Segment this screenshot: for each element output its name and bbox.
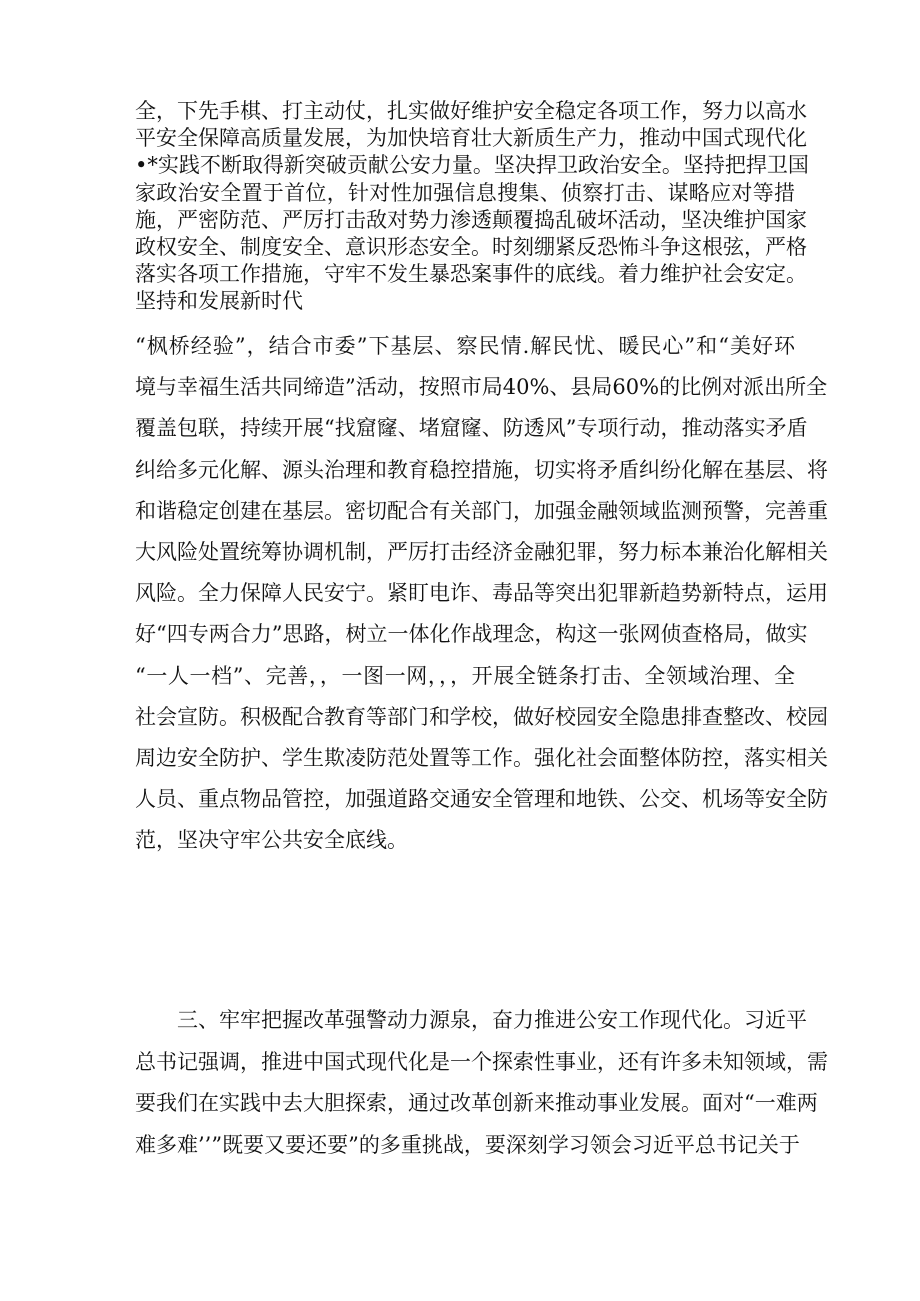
- text-line: 全，下先手棋、打主动仗，扎实做好维护安全稳定各项工作，努力以高水: [135, 99, 807, 123]
- text-line: 风险。全力保障人民安宁。紧盯电诈、毒品等突出犯罪新趋势新特点，运用: [135, 581, 828, 606]
- text-line: 纠给多元化解、源头治理和教育稳控措施，切实将矛盾纠纷化解在基层、将: [135, 457, 828, 482]
- text-line: 和谐稳定创建在基层。密切配合有关部门，加强金融领域监测预警，完善重: [135, 498, 828, 523]
- text-line: 要我们在实践中去大胆探索，通过改革创新来推动事业发展。面对“一难两: [135, 1091, 818, 1115]
- paragraph-2: [135, 326, 828, 862]
- text-line: 落实各项工作措施，守牢不发生暴恐案事件的底线。着力维护社会安定。: [135, 262, 807, 287]
- text-line: •*实践不断取得新突破贡献公安力量。坚决捍卫政治安全。坚持把捍卫国: [135, 153, 809, 178]
- text-line: 覆盖包联，持续开展“找窟窿、堵窟窿、防透风”专项行动，推动落实矛盾: [135, 416, 808, 441]
- paragraph-3: [135, 1000, 828, 1166]
- text-line: 境与幸福生活共同缔造”活动，按照市局40%、县局60%的比例对派出所全: [135, 375, 828, 400]
- text-line: 施，严密防范、严厉打击敌对势力渗透颠覆捣乱破坏活动，坚决维护国家: [135, 207, 807, 232]
- text-line: 好“四专两合力”思路，树立一体化作战理念，构这一张网侦查格局，做实: [135, 622, 808, 647]
- text-line: 政权安全、制度安全、意识形态安全。时刻绷紧反恐怖斗争这根弦，严格: [135, 235, 807, 260]
- text-line: 坚持和发展新时代: [135, 289, 303, 314]
- section-heading-line: 三、牢牢把握改革强警动力源泉，奋力推进公安工作现代化。习近平: [177, 1008, 807, 1032]
- text-line: 家政治安全置于首位，针对性加强信息搜集、侦察打击、谋略应对等措: [135, 180, 795, 205]
- text-line: 周边安全防护、学生欺凌防范处置等工作。强化社会面整体防控，落实相关: [135, 746, 828, 771]
- text-line: 难多难’’”既要又要还要”的多重挑战，要深刻学习领会习近平总书记关于: [135, 1132, 800, 1157]
- text-line: 平安全保障高质量发展，为加快培育壮大新质生产力，推动中国式现代化: [135, 126, 807, 151]
- text-line: 大风险处置统筹协调机制，严厉打击经济金融犯罪，努力标本兼治化解相关: [135, 540, 828, 565]
- text-line: 社会宣防。积极配合教育等部门和学校，做好校园安全隐患排查整改、校园: [135, 704, 828, 729]
- text-line: “一人一档”、完善，，一图一网，，，开展全链条打击、全领域治理、全: [135, 663, 795, 688]
- text-line: “枫桥经验”，结合市委”下基层、察民情.解民忧、暖民心”和“美好环: [135, 334, 795, 358]
- text-line: 总书记强调，推进中国式现代化是一个探索性事业，还有许多未知领域，需: [135, 1049, 828, 1074]
- text-line: 人员、重点物品管控，加强道路交通安全管理和地铁、公交、机场等安全防: [135, 787, 828, 812]
- paragraph-1: [135, 98, 809, 316]
- text-line: 范，坚决守牢公共安全底线。: [135, 828, 408, 853]
